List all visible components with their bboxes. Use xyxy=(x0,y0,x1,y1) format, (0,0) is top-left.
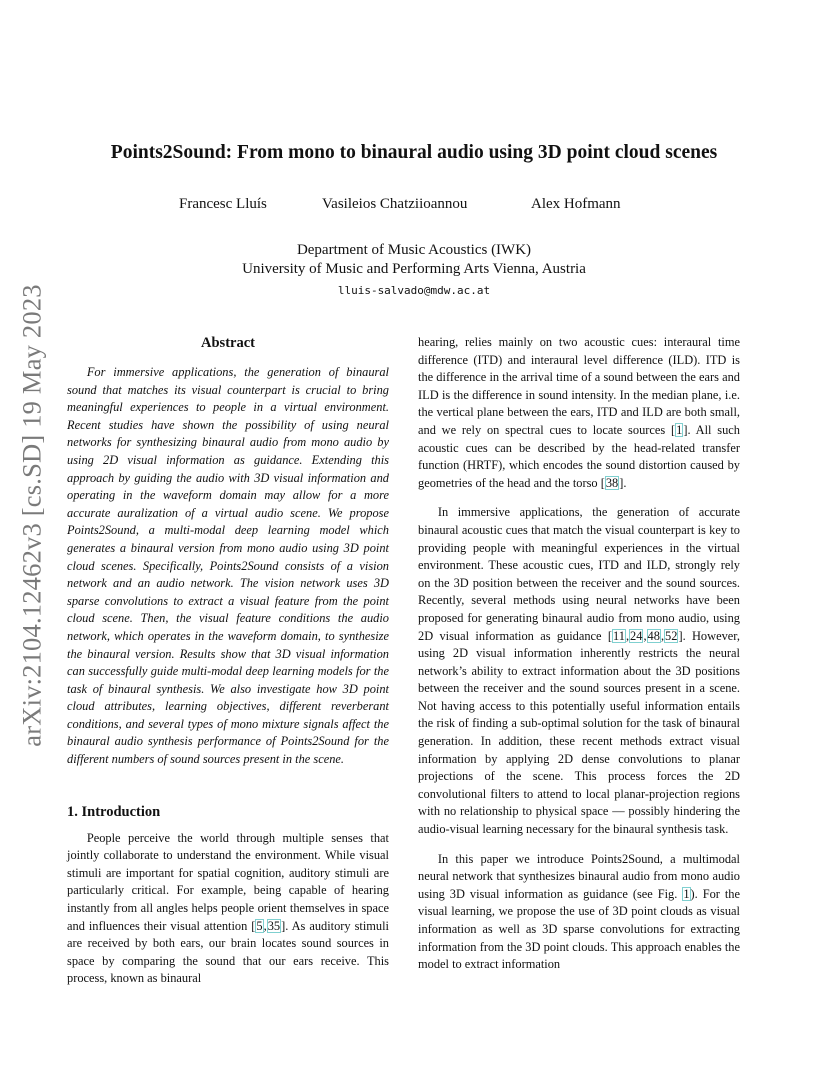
citation-link[interactable]: 38 xyxy=(605,475,619,490)
citation-link[interactable]: 35 xyxy=(267,918,281,933)
introduction-heading: 1. Introduction xyxy=(67,803,161,820)
author-3: Alex Hofmann xyxy=(531,196,621,212)
citation-link[interactable]: 1 xyxy=(676,422,683,437)
author-list xyxy=(0,196,828,216)
citation-link[interactable]: 24 xyxy=(630,628,643,643)
abstract-text: For immersive applications, the generation of binaural sound that matches its visual counterpart is crucial to bring meaningful experiences to people in a virtual environment. Recent studies have shown the possibility of using neural networks for synthesizing binaural audio from mono audio by using 2D visual information as guidance. Extending this approach by guiding the audio with 3D visual information and operating in the waveform domain may allow for a more accurate auralization of a virtual audio scene. We propose Points2Sound, a multi-modal deep learning model which generates a binaural version from mono audio using 3D point cloud scenes. Specifically, Points2Sound consists of a vision network and an audio network. The vision network uses 3D sparse convolutions to extract a visual feature from the point cloud scene. Then, the visual feature conditions the audio network, which operates in the waveform domain, to synthesize the binaural version. Results show that 3D visual information can successfully guide multi-modal deep learning models for the task of binaural synthesis. We also investigate how 3D point cloud attributes, learning objectives, different reverberant conditions, and several types of mono mixture signals affect the binaural audio synthesis performance of Points2Sound for the different numbers of sound sources present in the scene. xyxy=(67,365,389,767)
right-column xyxy=(418,334,740,974)
intro-paragraph-2: hearing, relies mainly on two acoustic cues: interaural time difference (ITD) and interaural level difference (ILD). ITD is the difference in the arrival time of a sound between the ears and ILD is the difference in sound intensity. In the median plane, i.e. the vertical plane between the ears, ITD and ILD are both small, and we rely on spectral cues to locate sources [1]. All such acoustic cues can be described by the head-related transfer function (HRTF), which encodes the sound distortion caused by geometries of the head and the torso [38]. xyxy=(418,335,741,490)
intro-paragraph-3: In immersive applications, the generation of accurate binaural acoustic cues that match the visual counterpart is key to providing people with meaningful experiences in the virtual environment. These acoustic cues, ITD and ILD, strongly rely on the 3D position between the receiver and the sound sources. Recently, several methods using neural networks have been proposed for generating binaural audio from mono audio, using 2D visual information as guidance [11,24,48,52]. However, using 2D visual information inherently restricts the neural network’s ability to extract information about the 3D positions between the receiver and the sound sources present in a scene. Not having access to this potentially useful information entails the risk of finding a sub-optimal solution for the task of binaural generation. In addition, these recent methods extract visual information by applying 2D dense convolutions to planar projections of the scene. This process forces the 2D convolutional filters to attend to local planar-projection regions with no relationship to physical space — possibly hindering the audio-visual learning necessary for the binaural synthesis task. xyxy=(418,505,740,837)
arxiv-stamp xyxy=(12,280,52,750)
citation-link[interactable]: 11 xyxy=(613,628,625,643)
author-2: Vasileios Chatziioannou xyxy=(322,196,468,212)
intro-paragraph-1: People perceive the world through multiple senses that jointly collaborate to understand the environment. While visual stimuli are important for spatial cognition, auditory stimuli are particularly critical. For example, being capable of hearing instantly from all angles helps people orient themselves in space and influences their visual attention [5,35]. As auditory stimuli are received by both ears, our brain locates sound sources in space by comparing the sound that our ears receive. This process, known as binaural xyxy=(67,830,389,986)
citation-link[interactable]: 5 xyxy=(256,918,263,933)
affiliation-university: University of Music and Performing Arts Vienna, Austria xyxy=(242,261,586,277)
citation-link[interactable]: 48 xyxy=(647,628,660,643)
left-column xyxy=(67,334,389,988)
abstract-heading: Abstract xyxy=(201,335,255,351)
author-1: Francesc Lluís xyxy=(179,196,267,212)
affiliation xyxy=(0,241,828,279)
arxiv-stamp-text[interactable]: arXiv:2104.12462v3 [cs.SD] 19 May 2023 xyxy=(16,283,47,747)
affiliation-department: Department of Music Acoustics (IWK) xyxy=(296,242,532,258)
intro-paragraph-4: In this paper we introduce Points2Sound, a multimodal neural network that synthesizes binaural audio from mono audio using 3D visual information as guidance (see Fig. 1). For the visual learning, we propose the use of 3D point clouds as visual information as well as 3D sparse convolutions for extracting information from the 3D point clouds. This approach enables the model to extract information xyxy=(418,851,740,972)
author-email[interactable]: lluis-salvado@mdw.ac.at xyxy=(337,284,491,297)
paper-title: Points2Sound: From mono to binaural audio using 3D point cloud scenes xyxy=(110,142,718,163)
citation-link[interactable]: 52 xyxy=(665,628,678,643)
figure-link[interactable]: 1 xyxy=(683,886,690,901)
